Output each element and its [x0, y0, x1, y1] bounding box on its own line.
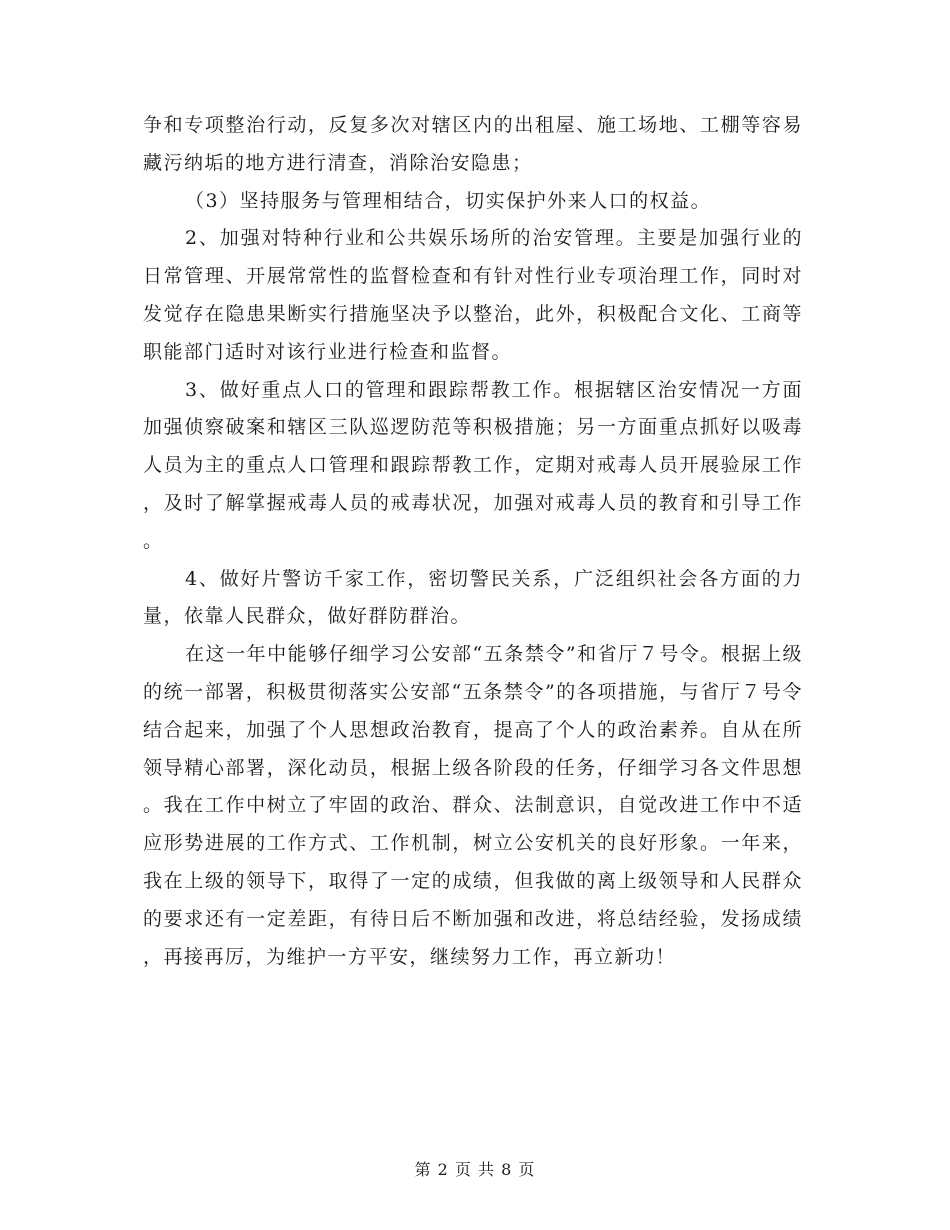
paragraph-1: 争和专项整治行动，反复多次对辖区内的出租屋、施工场地、工棚等容易藏污纳垢的地方进行清查，消除治安隐患；	[143, 114, 803, 174]
page-number-label: 第 2 页 共 8 页	[414, 1160, 536, 1179]
paragraph-4: 3、做好重点人口的管理和跟踪帮教工作。根据辖区治安情况一方面加强侦察破案和辖区三队巡逻防范等积极措施；另一方面重点抓好以吸毒人员为主的重点人口管理和跟踪帮教工作，定期对戒毒人员开展验尿工作，及时了解掌握戒毒人员的戒毒状况，加强对戒毒人员的教育和引导工作。	[143, 378, 803, 552]
page-footer	[0, 1157, 950, 1180]
paragraph-6: 在这一年中能够仔细学习公安部“五条禁令”和省厅７号令。根据上级的统一部署，积极贯彻落实公安部“五条禁令”的各项措施，与省厅７号令结合起来，加强了个人思想政治教育，提高了个人的政治素养。自从在所领导精心部署，深化动员，根据上级各阶段的任务，仔细学习各文件思想。我在工作中树立了牢固的政治、群众、法制意识，自觉改进工作中不适应形势进展的工作方式、工作机制，树立公安机关的良好形象。一年来，我在上级的领导下，取得了一定的成绩，但我做的离上级领导和人民群众的要求还有一定差距，有待日后不断加强和改进，将总结经验，发扬成绩，再接再厉，为维护一方平安，继续努力工作，再立新功！	[143, 643, 803, 968]
paragraph-5: 4、做好片警访千家工作，密切警民关系，广泛组织社会各方面的力量，依靠人民群众，做好群防群治。	[143, 567, 803, 628]
paragraph-3: 2、加强对特种行业和公共娱乐场所的治安管理。主要是加强行业的日常管理、开展常常性的监督检查和有针对性行业专项治理工作，同时对发觉存在隐患果断实行措施坚决予以整治，此外，积极配合文化、工商等职能部门适时对该行业进行检查和监督。	[143, 227, 803, 363]
document-body	[143, 107, 803, 976]
paragraph-2: （3）坚持服务与管理相结合，切实保护外来人口的权益。	[185, 189, 712, 212]
